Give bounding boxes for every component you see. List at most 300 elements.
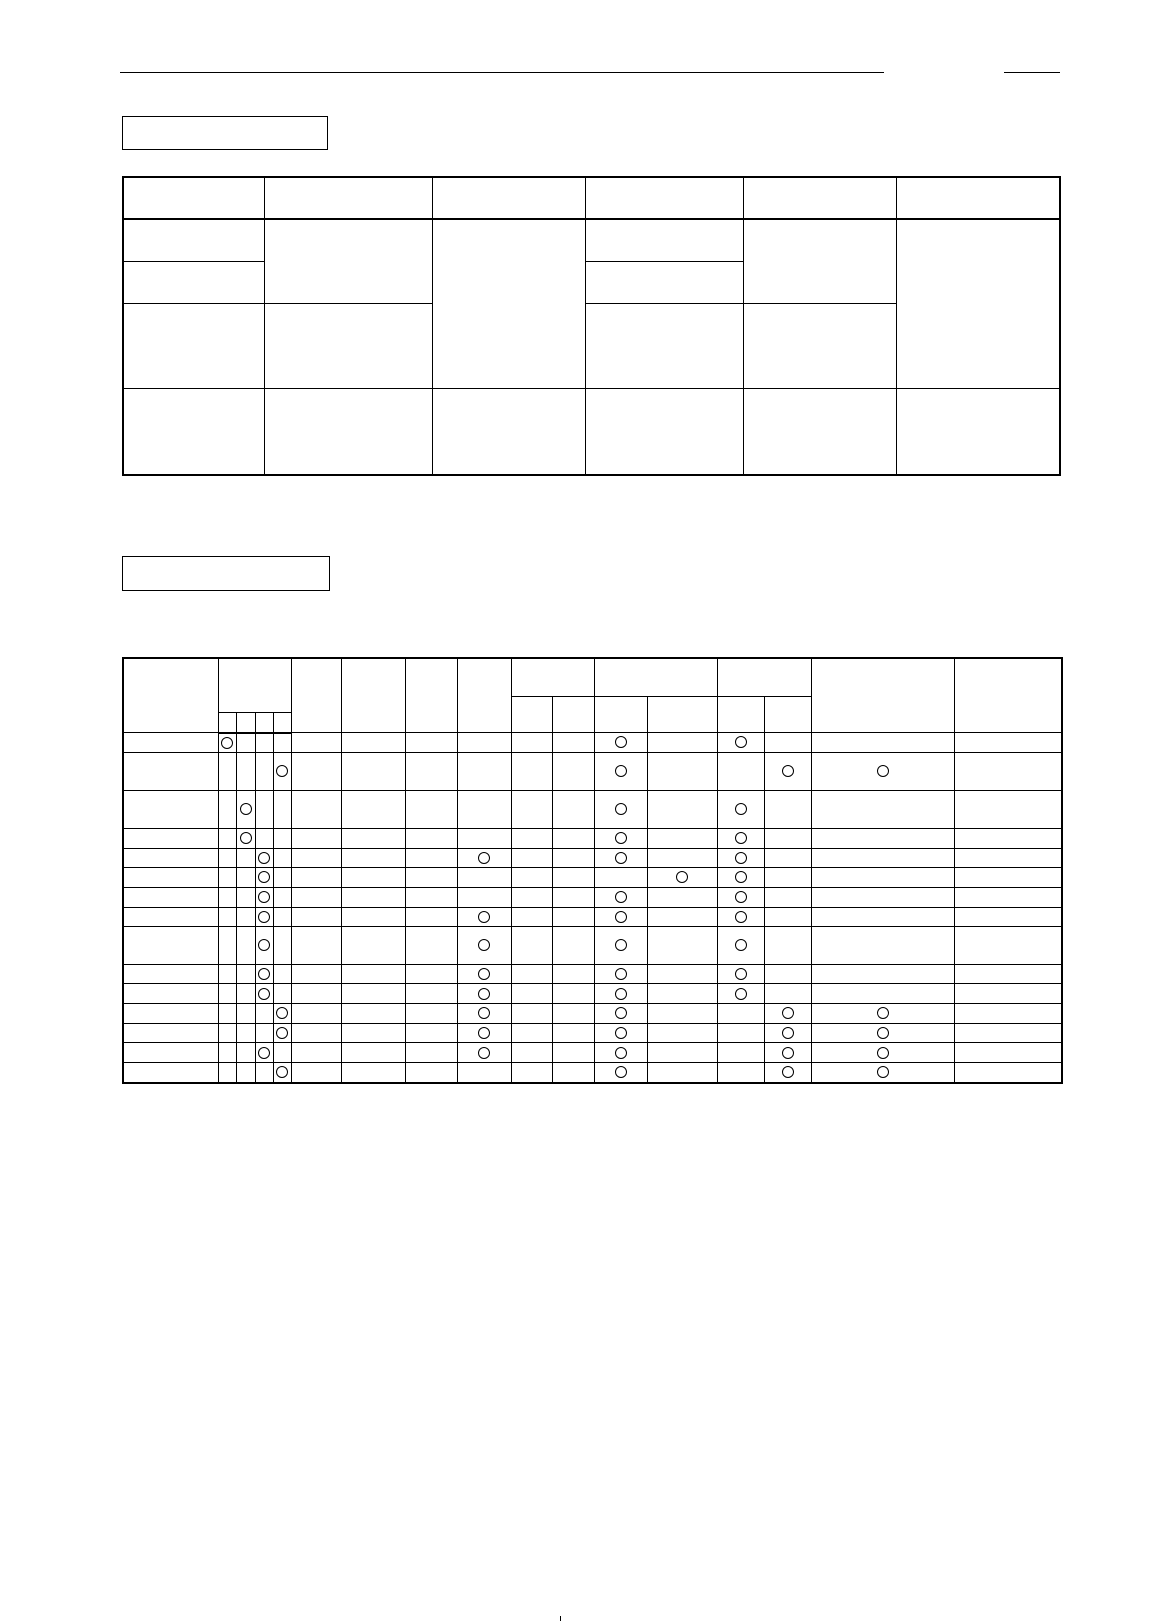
table-cell: [552, 907, 594, 927]
circle-mark-icon: [478, 852, 490, 864]
circle-mark-icon: [735, 852, 747, 864]
circle-mark-icon: [615, 911, 627, 923]
table-cell: [552, 964, 594, 984]
row-label-cell: [123, 1063, 218, 1083]
table-cell: [341, 888, 405, 908]
circle-mark-icon: [735, 871, 747, 883]
table-cell: [218, 1043, 236, 1063]
table-cell: [457, 828, 511, 848]
table-cell: [511, 1004, 552, 1024]
header-cell: [717, 696, 764, 732]
circle-mark-icon: [877, 765, 889, 777]
table-cell: [457, 927, 511, 964]
table-cell: [647, 927, 717, 964]
table-cell: [255, 828, 273, 848]
header-cell: [273, 713, 291, 733]
table-cell: [552, 753, 594, 790]
table-cell: [594, 733, 647, 753]
table-cell: [291, 753, 341, 790]
table-cell: [405, 964, 457, 984]
table-cell: [764, 733, 811, 753]
table-cell: [264, 304, 432, 389]
table-cell: [811, 907, 954, 927]
table-cell: [405, 868, 457, 888]
table-cell: [236, 1063, 255, 1083]
header-cell: [123, 658, 218, 733]
table-cell: [594, 888, 647, 908]
header-cell: [585, 177, 743, 219]
table-cell: [218, 868, 236, 888]
table-cell: [218, 888, 236, 908]
table-cell: [811, 868, 954, 888]
table-cell: [236, 888, 255, 908]
table-cell: [273, 1023, 291, 1043]
table-cell: [647, 1043, 717, 1063]
row-label-cell: [123, 964, 218, 984]
table-cell: [341, 790, 405, 828]
header-cell: [743, 177, 896, 219]
table-cell: [594, 1043, 647, 1063]
table-cell: [954, 1004, 1062, 1024]
table-cell: [811, 790, 954, 828]
circle-mark-icon: [240, 803, 252, 815]
table-cell: [743, 388, 896, 475]
row-label-cell: [123, 907, 218, 927]
table-cell: [811, 753, 954, 790]
header-cell: [457, 658, 511, 733]
table-cell: [647, 848, 717, 868]
table-cell: [218, 907, 236, 927]
circle-mark-icon: [258, 852, 270, 864]
table-cell: [236, 907, 255, 927]
table-cell: [218, 927, 236, 964]
table-cell: [717, 733, 764, 753]
table-row: [123, 964, 1062, 984]
table-cell: [432, 388, 585, 475]
table-row: [123, 1063, 1062, 1083]
table-cell: [717, 888, 764, 908]
header-cell: [764, 696, 811, 732]
row-label-cell: [123, 868, 218, 888]
table-cell: [954, 1063, 1062, 1083]
table-cell: [511, 964, 552, 984]
table-cell: [341, 927, 405, 964]
table-cell: [457, 868, 511, 888]
table-cell: [255, 868, 273, 888]
table-cell: [811, 927, 954, 964]
table-cell: [511, 848, 552, 868]
circle-mark-icon: [258, 968, 270, 980]
circle-mark-icon: [276, 1027, 288, 1039]
circle-mark-icon: [615, 1027, 627, 1039]
table-cell: [255, 1023, 273, 1043]
table-cell: [647, 888, 717, 908]
table-cell: [811, 888, 954, 908]
circle-mark-icon: [782, 1027, 794, 1039]
table-cell: [717, 790, 764, 828]
table-header-row: [123, 177, 1060, 219]
table-cell: [236, 1023, 255, 1043]
table-cell: [647, 868, 717, 888]
table-cell: [291, 1023, 341, 1043]
table-cell: [405, 790, 457, 828]
table-cell: [552, 1004, 594, 1024]
table-cell: [273, 927, 291, 964]
table-cell: [954, 907, 1062, 927]
table-cell: [457, 964, 511, 984]
circle-mark-icon: [735, 939, 747, 951]
table-cell: [954, 753, 1062, 790]
table-cell: [341, 1043, 405, 1063]
table-cell: [236, 1004, 255, 1024]
table-cell: [552, 1043, 594, 1063]
circle-mark-icon: [615, 736, 627, 748]
table-cell: [341, 907, 405, 927]
table-cell: [457, 753, 511, 790]
table-cell: [218, 1023, 236, 1043]
table-cell: [457, 888, 511, 908]
table-cell: [255, 907, 273, 927]
table-cell: [218, 1063, 236, 1083]
table-row: [123, 984, 1062, 1004]
circle-mark-icon: [877, 1027, 889, 1039]
table-cell: [218, 828, 236, 848]
table-cell: [273, 1043, 291, 1063]
table-cell: [273, 1063, 291, 1083]
row-label-cell: [123, 927, 218, 964]
table-cell: [717, 984, 764, 1004]
table-cell: [764, 907, 811, 927]
page-marker: [560, 1616, 561, 1621]
table-cell: [273, 868, 291, 888]
table-row: [123, 927, 1062, 964]
table-cell: [764, 984, 811, 1004]
circle-mark-icon: [735, 988, 747, 1000]
table-cell: [123, 388, 264, 475]
table-cell: [273, 828, 291, 848]
table-cell: [954, 927, 1062, 964]
circle-mark-icon: [276, 1066, 288, 1078]
circle-mark-icon: [615, 1066, 627, 1078]
circle-mark-icon: [735, 736, 747, 748]
header-cell: [432, 177, 585, 219]
header-rule-right: [1004, 72, 1060, 73]
circle-mark-icon: [478, 1007, 490, 1019]
table-cell: [405, 848, 457, 868]
header-cell: [218, 658, 291, 713]
table-cell: [764, 1004, 811, 1024]
circle-mark-icon: [240, 832, 252, 844]
table-cell: [585, 262, 743, 304]
table-cell: [236, 927, 255, 964]
header-cell: [511, 658, 594, 696]
table-cell: [811, 1063, 954, 1083]
table-cell: [255, 984, 273, 1004]
header-cell: [896, 177, 1060, 219]
table-cell: [405, 907, 457, 927]
table-cell: [511, 733, 552, 753]
table-cell: [236, 984, 255, 1004]
header-cell: [811, 658, 954, 733]
table-cell: [594, 790, 647, 828]
table-cell: [255, 733, 273, 753]
table-cell: [236, 828, 255, 848]
table-cell: [717, 907, 764, 927]
table-cell: [717, 1063, 764, 1083]
table-cell: [341, 828, 405, 848]
header-cell: [647, 696, 717, 732]
table-cell: [405, 1023, 457, 1043]
row-label-cell: [123, 828, 218, 848]
header-cell: [264, 177, 432, 219]
table-cell: [405, 927, 457, 964]
table-cell: [291, 907, 341, 927]
table-cell: [218, 984, 236, 1004]
circle-mark-icon: [676, 871, 688, 883]
table-cell: [552, 1063, 594, 1083]
table-cell: [218, 964, 236, 984]
table-cell: [717, 1043, 764, 1063]
circle-mark-icon: [478, 1027, 490, 1039]
header-cell: [255, 713, 273, 733]
table-cell: [764, 848, 811, 868]
table-cell: [511, 1023, 552, 1043]
header-cell: [594, 696, 647, 732]
table-row: [123, 907, 1062, 927]
table-cell: [647, 984, 717, 1004]
table-cell: [273, 733, 291, 753]
table-cell: [811, 1043, 954, 1063]
circle-mark-icon: [877, 1066, 889, 1078]
table-cell: [291, 927, 341, 964]
table-cell: [123, 304, 264, 389]
table-row: [123, 1004, 1062, 1024]
header-cell: [341, 658, 405, 733]
table-cell: [811, 733, 954, 753]
table-cell: [291, 984, 341, 1004]
table-cell: [552, 984, 594, 1004]
table-row: [123, 733, 1062, 753]
table-cell: [811, 984, 954, 1004]
table-cell: [717, 868, 764, 888]
header-cell: [218, 713, 236, 733]
circle-mark-icon: [615, 968, 627, 980]
table-cell: [291, 1043, 341, 1063]
table-cell: [585, 219, 743, 261]
table-cell: [743, 219, 896, 304]
table-cell: [552, 868, 594, 888]
table-cell: [552, 1023, 594, 1043]
table-cell: [594, 1023, 647, 1043]
table-cell: [954, 1023, 1062, 1043]
table-cell: [341, 753, 405, 790]
matrix-body: [123, 733, 1062, 1083]
table-cell: [954, 888, 1062, 908]
table-cell: [291, 828, 341, 848]
circle-mark-icon: [478, 1047, 490, 1059]
table-cell: [291, 1063, 341, 1083]
table-cell: [647, 907, 717, 927]
table-cell: [291, 888, 341, 908]
table-cell: [594, 984, 647, 1004]
table-cell: [511, 868, 552, 888]
table-cell: [552, 848, 594, 868]
table-cell: [341, 964, 405, 984]
table-cell: [764, 828, 811, 848]
circle-mark-icon: [782, 765, 794, 777]
table-cell: [954, 868, 1062, 888]
table-cell: [594, 848, 647, 868]
table-cell: [896, 219, 1060, 388]
circle-mark-icon: [258, 911, 270, 923]
table-cell: [511, 1043, 552, 1063]
table-cell: [255, 927, 273, 964]
table-cell: [457, 907, 511, 927]
table-cell: [457, 1043, 511, 1063]
table-cell: [218, 1004, 236, 1024]
table-cell: [341, 1063, 405, 1083]
table-cell: [218, 733, 236, 753]
row-label-cell: [123, 888, 218, 908]
table-cell: [291, 964, 341, 984]
circle-mark-icon: [615, 803, 627, 815]
table-cell: [457, 984, 511, 1004]
circle-mark-icon: [258, 871, 270, 883]
table-cell: [594, 964, 647, 984]
matrix-table: [122, 657, 1063, 1084]
circle-mark-icon: [478, 911, 490, 923]
table-cell: [264, 219, 432, 304]
table-cell: [954, 790, 1062, 828]
table-cell: [405, 1043, 457, 1063]
table-cell: [764, 753, 811, 790]
table-cell: [457, 1023, 511, 1043]
table-row: [123, 888, 1062, 908]
row-label-cell: [123, 733, 218, 753]
table-cell: [811, 1004, 954, 1024]
table-cell: [457, 1063, 511, 1083]
table-cell: [273, 790, 291, 828]
table-cell: [273, 753, 291, 790]
circle-mark-icon: [221, 737, 233, 749]
circle-mark-icon: [615, 891, 627, 903]
table-cell: [405, 828, 457, 848]
table-cell: [405, 1063, 457, 1083]
table-cell: [236, 753, 255, 790]
table-cell: [432, 219, 585, 388]
table-cell: [764, 790, 811, 828]
table-cell: [764, 1043, 811, 1063]
table-cell: [341, 1004, 405, 1024]
circle-mark-icon: [258, 988, 270, 1000]
table-cell: [341, 1023, 405, 1043]
table-cell: [255, 848, 273, 868]
circle-mark-icon: [782, 1047, 794, 1059]
table-cell: [552, 927, 594, 964]
circle-mark-icon: [258, 939, 270, 951]
header-cell: [954, 658, 1062, 733]
header-cell: [594, 658, 717, 696]
table-cell: [236, 733, 255, 753]
table-cell: [341, 733, 405, 753]
table-row: [123, 828, 1062, 848]
table-cell: [764, 1023, 811, 1043]
table-cell: [236, 790, 255, 828]
table-cell: [457, 790, 511, 828]
table-cell: [457, 733, 511, 753]
table-cell: [457, 848, 511, 868]
table-cell: [291, 1004, 341, 1024]
table-cell: [405, 984, 457, 1004]
section-label-box-1: [122, 116, 328, 150]
table-cell: [236, 964, 255, 984]
table-cell: [764, 964, 811, 984]
table-row: [123, 790, 1062, 828]
header-rule: [120, 72, 884, 73]
circle-mark-icon: [615, 765, 627, 777]
table-cell: [954, 848, 1062, 868]
circle-mark-icon: [735, 803, 747, 815]
table-cell: [273, 848, 291, 868]
table-cell: [218, 848, 236, 868]
table-cell: [552, 888, 594, 908]
table-cell: [264, 388, 432, 475]
row-label-cell: [123, 1004, 218, 1024]
circle-mark-icon: [782, 1066, 794, 1078]
table-cell: [594, 828, 647, 848]
table-cell: [405, 888, 457, 908]
table-cell: [647, 964, 717, 984]
row-label-cell: [123, 848, 218, 868]
table-cell: [405, 753, 457, 790]
table-cell: [255, 1004, 273, 1024]
circle-mark-icon: [615, 1047, 627, 1059]
table-cell: [954, 828, 1062, 848]
circle-mark-icon: [735, 891, 747, 903]
circle-mark-icon: [615, 1007, 627, 1019]
table-cell: [236, 848, 255, 868]
table-cell: [405, 1004, 457, 1024]
table-cell: [273, 1004, 291, 1024]
row-label-cell: [123, 1043, 218, 1063]
table-cell: [594, 927, 647, 964]
row-label-cell: [123, 790, 218, 828]
header-cell: [236, 713, 255, 733]
table-cell: [811, 848, 954, 868]
table-cell: [717, 927, 764, 964]
row-label-cell: [123, 753, 218, 790]
circle-mark-icon: [615, 988, 627, 1000]
table-cell: [273, 984, 291, 1004]
circle-mark-icon: [735, 968, 747, 980]
table-cell: [717, 1023, 764, 1043]
table-cell: [717, 753, 764, 790]
table-cell: [594, 1004, 647, 1024]
table-cell: [511, 828, 552, 848]
header-cell: [552, 696, 594, 732]
table-cell: [954, 733, 1062, 753]
table-row: [123, 1043, 1062, 1063]
circle-mark-icon: [258, 1047, 270, 1059]
table-cell: [647, 1023, 717, 1043]
table-cell: [764, 868, 811, 888]
table-cell: [552, 790, 594, 828]
table-cell: [594, 868, 647, 888]
table-cell: [594, 1063, 647, 1083]
table-cell: [717, 848, 764, 868]
overview-table: [122, 176, 1061, 476]
row-label-cell: [123, 984, 218, 1004]
